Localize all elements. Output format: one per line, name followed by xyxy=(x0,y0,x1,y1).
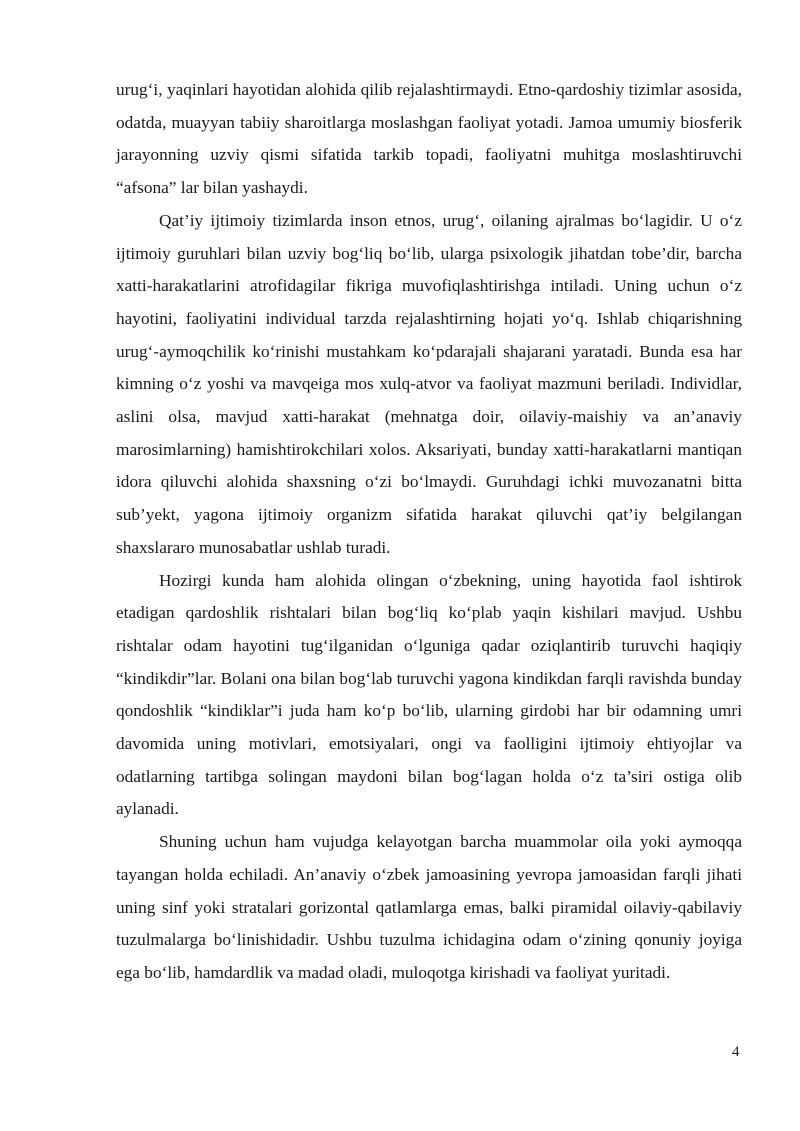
paragraph-1: urug‘i, yaqinlari hayotidan alohida qilib rejalashtirmaydi. Etno-qardoshiy tizimlar asosida, odatda, muayyan tabiiy sharoitlarga moslashgan faoliyat yotadi. Jamoa umumiy biosferik jarayonning uzviy qismi sifatida tarkib topadi, faoliyatni muhitga moslashtiruvchi “afsona” lar bilan yashaydi. xyxy=(116,80,742,198)
paragraph-3: Hozirgi kunda ham alohida olingan o‘zbekning, uning hayotida faol ishtirok etadigan qardoshlik rishtalari bilan bog‘liq ko‘plab yaqin kishilari mavjud. Ushbu rishtalar odam hayotini tug‘ilganidan o‘lguniga qadar oziqlantirib turuvchi haqiqiy “kindikdir”lar. Bolani ona bilan bog‘lab turuvchi yagona kindikdan farqli ravishda bunday qondoshlik “kindiklar”i juda ham ko‘p bo‘lib, ularning girdobi har bir odamning umri davomida uning motivlari, emotsiyalari, ongi va faolligini ijtimoiy ehtiyojlar va odatlarning tartibga solingan maydoni bilan bog‘lagan holda o‘z ta’siri ostiga olib aylanadi. xyxy=(116,570,742,819)
body-text xyxy=(116,74,742,990)
page-number: 4 xyxy=(732,1044,740,1060)
paragraph-2: Qat’iy ijtimoiy tizimlarda inson etnos, urug‘, oilaning ajralmas bo‘lagidir. U o‘z ijtimoiy guruhlari bilan uzviy bog‘liq bo‘lib, ularga psixologik jihatdan tobe’dir, barcha xatti-harakatlarini atrofidagilar fikriga muvofiqlashtirishga intiladi. Uning uchun o‘z hayotini, faoliyatini individual tarzda rejalashtirning hojati yo‘q. Ishlab chiqarishning urug‘-aymoqchilik ko‘rinishi mustahkam ko‘pdarajali shajarani yaratadi. Bunda esa har kimning o‘z yoshi va mavqeiga mos xulq-atvor va faoliyat mazmuni beriladi. Individlar, aslini olsa, mavjud xatti-harakat (mehnatga doir, oilaviy-maishiy va an’anaviy marosimlarning) hamishtirokchilari xolos. Aksariyati, bunday xatti-harakatlarni mantiqan idora qiluvchi alohida shaxsning o‘zi bo‘lmaydi. Guruhdagi ichki muvozanatni bitta sub’yekt, yagona ijtimoiy organizm sifatida harakat qiluvchi qat’iy belgilangan shaxslararo munosabatlar ushlab turadi. xyxy=(116,210,742,557)
paragraph-4: Shuning uchun ham vujudga kelayotgan barcha muammolar oila yoki aymoqqa tayangan holda echiladi. An’anaviy o‘zbek jamoasining yevropa jamoasidan farqli jihati uning sinf yoki stratalari gorizontal qatlamlarga emas, balki piramidal oilaviy-qabilaviy tuzulmalarga bo‘linishidadir. Ushbu tuzulma ichidagina odam o‘zining qonuniy joyiga ega bo‘lib, hamdardlik va madad oladi, muloqotga kirishadi va faoliyat yuritadi. xyxy=(116,832,742,982)
